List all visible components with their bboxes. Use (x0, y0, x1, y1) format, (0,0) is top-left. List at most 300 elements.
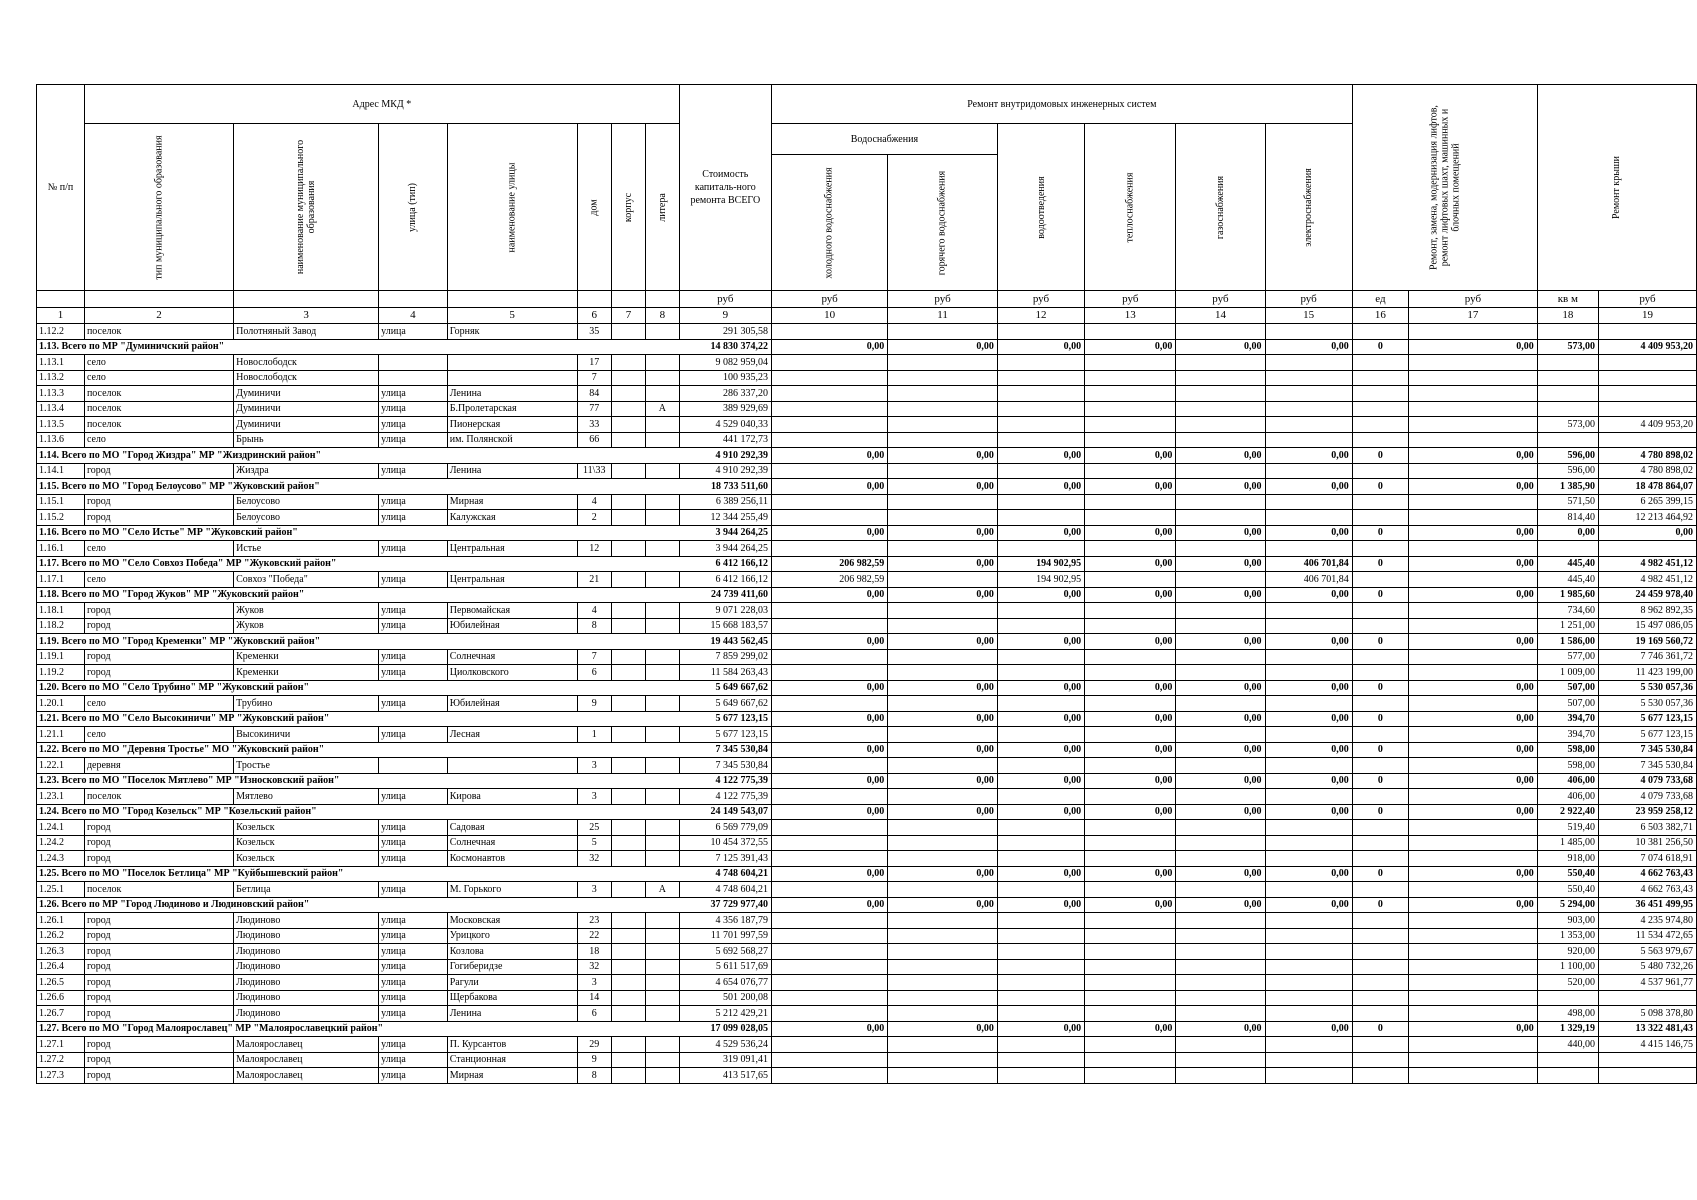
table-cell (611, 882, 645, 898)
column-number: 19 (1598, 308, 1696, 324)
table-cell: 1.26.7 (37, 1006, 85, 1022)
table-cell: Новослободск (234, 355, 379, 371)
table-cell: 1.17.1 (37, 572, 85, 588)
column-number: 16 (1352, 308, 1408, 324)
table-cell (1537, 1068, 1598, 1084)
table-cell (1176, 510, 1265, 526)
table-cell (611, 975, 645, 991)
table-cell (646, 1006, 680, 1022)
table-cell (1085, 649, 1176, 665)
table-cell (1085, 1068, 1176, 1084)
table-cell: 814,40 (1537, 510, 1598, 526)
subtotal-row (37, 448, 1697, 464)
table-cell (611, 1068, 645, 1084)
subtotal-value: 7 345 530,84 (679, 742, 771, 758)
subtotal-label: 1.14. Всего по МО "Город Жиздра" МР "Жиздринский район" (37, 448, 680, 464)
table-cell (1176, 432, 1265, 448)
table-cell: 573,00 (1537, 417, 1598, 433)
subtotal-value: 0,00 (1176, 866, 1265, 882)
subtotal-value: 0,00 (771, 897, 887, 913)
table-cell: Совхоз "Победа" (234, 572, 379, 588)
table-cell (1409, 463, 1538, 479)
subtotal-value: 0,00 (1409, 339, 1538, 355)
table-cell (1176, 494, 1265, 510)
subtotal-value: 5 294,00 (1537, 897, 1598, 913)
subtotal-value: 550,40 (1537, 866, 1598, 882)
subtotal-label: 1.13. Всего по МР "Думиничский район" (37, 339, 680, 355)
table-cell (611, 432, 645, 448)
table-cell: 1.23.1 (37, 789, 85, 805)
table-cell (1176, 959, 1265, 975)
table-row (37, 417, 1697, 433)
table-cell: Малоярославец (234, 1037, 379, 1053)
table-cell: 4 (577, 603, 611, 619)
table-cell: 7 746 361,72 (1598, 649, 1696, 665)
table-row (37, 928, 1697, 944)
table-cell: село (84, 541, 233, 557)
table-cell (611, 603, 645, 619)
table-cell: 22 (577, 928, 611, 944)
unit-cell: ед (1352, 291, 1408, 308)
table-cell: 498,00 (1537, 1006, 1598, 1022)
table-cell (1352, 1037, 1408, 1053)
subtotal-value: 0,00 (997, 634, 1084, 650)
table-cell: 6 (577, 665, 611, 681)
subtotal-value: 13 322 481,43 (1598, 1021, 1696, 1037)
table-row (37, 959, 1697, 975)
table-cell: Центральная (447, 541, 577, 557)
table-cell: город (84, 990, 233, 1006)
subtotal-value: 0,00 (1176, 680, 1265, 696)
table-cell: 5 480 732,26 (1598, 959, 1696, 975)
table-cell: улица (379, 417, 448, 433)
table-cell: Козельск (234, 851, 379, 867)
header-address: Адрес МКД * (84, 85, 679, 124)
subtotal-value: 18 733 511,60 (679, 479, 771, 495)
table-cell (1176, 401, 1265, 417)
table-cell: 5 677 123,15 (1598, 727, 1696, 743)
table-cell: 11 701 997,59 (679, 928, 771, 944)
table-cell (1265, 1068, 1352, 1084)
table-cell: город (84, 463, 233, 479)
table-cell (771, 1037, 887, 1053)
table-cell (379, 758, 448, 774)
table-cell: 8 (577, 1068, 611, 1084)
subtotal-value: 0,00 (1085, 1021, 1176, 1037)
capital-repair-table (36, 84, 1697, 1084)
table-cell (611, 727, 645, 743)
table-cell: 519,40 (1537, 820, 1598, 836)
table-cell (1085, 386, 1176, 402)
table-cell (1265, 603, 1352, 619)
table-row (37, 618, 1697, 634)
table-cell: поселок (84, 386, 233, 402)
table-cell (1409, 758, 1538, 774)
subtotal-value: 0 (1352, 587, 1408, 603)
subtotal-value: 23 959 258,12 (1598, 804, 1696, 820)
table-cell: 194 902,95 (997, 572, 1084, 588)
table-cell: 441 172,73 (679, 432, 771, 448)
table-row (37, 727, 1697, 743)
table-cell: 6 569 779,09 (679, 820, 771, 836)
header-name-mo: наименование муниципального образования (234, 124, 379, 291)
table-cell (888, 510, 998, 526)
table-cell (611, 355, 645, 371)
table-cell: село (84, 370, 233, 386)
table-cell (646, 928, 680, 944)
table-cell: 32 (577, 851, 611, 867)
column-number: 10 (771, 308, 887, 324)
table-cell (1085, 944, 1176, 960)
table-cell (771, 494, 887, 510)
header-sewer: водоотведения (997, 124, 1084, 291)
table-cell (1598, 324, 1696, 340)
table-cell: Рагули (447, 975, 577, 991)
table-cell (888, 913, 998, 929)
table-cell (1265, 1052, 1352, 1068)
table-cell: Ленина (447, 1006, 577, 1022)
subtotal-label: 1.17. Всего по МО "Село Совхоз Победа" МР "Жуковский район" (37, 556, 680, 572)
table-cell: село (84, 572, 233, 588)
subtotal-value: 0,00 (771, 773, 887, 789)
table-cell (1409, 928, 1538, 944)
table-cell: 1.27.3 (37, 1068, 85, 1084)
subtotal-value: 0,00 (997, 1021, 1084, 1037)
table-row (37, 944, 1697, 960)
table-cell: 6 389 256,11 (679, 494, 771, 510)
subtotal-value: 0,00 (1176, 448, 1265, 464)
header-street-type: улица (тип) (379, 124, 448, 291)
table-cell: 1 009,00 (1537, 665, 1598, 681)
table-cell (1352, 541, 1408, 557)
table-cell: поселок (84, 882, 233, 898)
table-cell: Центральная (447, 572, 577, 588)
table-cell: Жуков (234, 618, 379, 634)
subtotal-label: 1.25. Всего по МО "Поселок Бетлица" МР "Куйбышевский район" (37, 866, 680, 882)
table-cell: 4 079 733,68 (1598, 789, 1696, 805)
subtotal-value: 0,00 (1176, 804, 1265, 820)
table-cell (1598, 990, 1696, 1006)
table-cell (1265, 649, 1352, 665)
table-cell: 4 982 451,12 (1598, 572, 1696, 588)
subtotal-value: 0,00 (771, 525, 887, 541)
table-cell: 4 (577, 494, 611, 510)
table-cell (1176, 835, 1265, 851)
subtotal-value: 0,00 (1265, 804, 1352, 820)
table-cell (1598, 1052, 1696, 1068)
table-cell: Щербакова (447, 990, 577, 1006)
table-cell: 1.24.1 (37, 820, 85, 836)
table-cell: 15 668 183,57 (679, 618, 771, 634)
table-cell: 12 344 255,49 (679, 510, 771, 526)
column-number: 18 (1537, 308, 1598, 324)
table-cell: Солнечная (447, 649, 577, 665)
column-number: 7 (611, 308, 645, 324)
subtotal-value: 6 412 166,12 (679, 556, 771, 572)
table-cell (771, 1052, 887, 1068)
table-cell: 389 929,69 (679, 401, 771, 417)
header-gas: газоснабжения (1176, 124, 1265, 291)
subtotal-value: 0,00 (1265, 897, 1352, 913)
table-cell: 520,00 (1537, 975, 1598, 991)
subtotal-value: 573,00 (1537, 339, 1598, 355)
table-cell: 6 503 382,71 (1598, 820, 1696, 836)
subtotal-value: 0,00 (771, 742, 887, 758)
table-cell (771, 835, 887, 851)
table-cell (1352, 913, 1408, 929)
table-cell (1409, 727, 1538, 743)
table-cell (646, 975, 680, 991)
table-cell: Новослободск (234, 370, 379, 386)
table-cell: улица (379, 401, 448, 417)
subtotal-value: 0,00 (1176, 525, 1265, 541)
table-cell (1409, 944, 1538, 960)
table-cell: 3 944 264,25 (679, 541, 771, 557)
table-cell (1352, 463, 1408, 479)
table-cell: улица (379, 432, 448, 448)
table-cell: Урицкого (447, 928, 577, 944)
subtotal-value: 0,00 (888, 1021, 998, 1037)
subtotal-value: 0,00 (1409, 448, 1538, 464)
table-cell: Людиново (234, 990, 379, 1006)
table-cell: 550,40 (1537, 882, 1598, 898)
subtotal-value: 0,00 (888, 742, 998, 758)
table-cell: Козлова (447, 944, 577, 960)
subtotal-value: 0,00 (1085, 448, 1176, 464)
table-cell (997, 1068, 1084, 1084)
header-cold: холодного водоснабжения (771, 155, 887, 291)
subtotal-value: 194 902,95 (997, 556, 1084, 572)
table-cell: Мирная (447, 1068, 577, 1084)
table-cell (379, 370, 448, 386)
subtotal-label: 1.18. Всего по МО "Город Жуков" МР "Жуковский район" (37, 587, 680, 603)
table-cell (1265, 789, 1352, 805)
table-cell (1085, 789, 1176, 805)
table-cell (997, 944, 1084, 960)
table-cell (1409, 370, 1538, 386)
table-cell (997, 727, 1084, 743)
table-cell: 1.15.1 (37, 494, 85, 510)
subtotal-value: 3 944 264,25 (679, 525, 771, 541)
table-cell: 4 415 146,75 (1598, 1037, 1696, 1053)
table-cell: Циолковского (447, 665, 577, 681)
table-cell (611, 851, 645, 867)
table-cell: город (84, 820, 233, 836)
table-cell (1409, 603, 1538, 619)
table-cell (1598, 386, 1696, 402)
subtotal-value: 5 530 057,36 (1598, 680, 1696, 696)
subtotal-row (37, 680, 1697, 696)
table-row (37, 463, 1697, 479)
subtotal-value: 0,00 (997, 711, 1084, 727)
table-row (37, 1052, 1697, 1068)
table-row (37, 432, 1697, 448)
table-cell (1352, 851, 1408, 867)
table-cell (1085, 882, 1176, 898)
subtotal-row (37, 804, 1697, 820)
table-cell: улица (379, 572, 448, 588)
table-cell (771, 789, 887, 805)
unit-cell: руб (1409, 291, 1538, 308)
subtotal-value: 0,00 (888, 711, 998, 727)
subtotal-value: 0,00 (1409, 556, 1538, 572)
subtotal-value: 0,00 (1409, 634, 1538, 650)
table-cell (1176, 727, 1265, 743)
table-cell: Мирная (447, 494, 577, 510)
table-cell (646, 913, 680, 929)
table-cell (1176, 820, 1265, 836)
table-cell: 286 337,20 (679, 386, 771, 402)
subtotal-value: 0,00 (771, 866, 887, 882)
table-cell: Людиново (234, 913, 379, 929)
table-cell: 1.13.4 (37, 401, 85, 417)
table-cell (888, 463, 998, 479)
table-cell (1598, 355, 1696, 371)
table-cell (1352, 758, 1408, 774)
table-cell: 8 962 892,35 (1598, 603, 1696, 619)
table-cell (888, 386, 998, 402)
table-cell (1085, 463, 1176, 479)
table-cell: 394,70 (1537, 727, 1598, 743)
subtotal-value: 4 748 604,21 (679, 866, 771, 882)
subtotal-value: 0,00 (888, 479, 998, 495)
table-cell (611, 990, 645, 1006)
table-cell (1265, 758, 1352, 774)
column-number-row (37, 308, 1697, 324)
subtotal-label: 1.24. Всего по МО "Город Козельск" МР "Козельский район" (37, 804, 680, 820)
table-cell (997, 665, 1084, 681)
unit-cell: руб (1176, 291, 1265, 308)
subtotal-value: 0,00 (1409, 742, 1538, 758)
table-cell (646, 696, 680, 712)
column-number: 12 (997, 308, 1084, 324)
subtotal-row (37, 1021, 1697, 1037)
table-cell (1265, 386, 1352, 402)
subtotal-value: 0,00 (1176, 479, 1265, 495)
subtotal-row (37, 479, 1697, 495)
subtotal-value: 0,00 (888, 556, 998, 572)
table-cell: 596,00 (1537, 463, 1598, 479)
subtotal-value: 0,00 (1085, 804, 1176, 820)
table-cell: 11 584 263,43 (679, 665, 771, 681)
table-cell: Космонавтов (447, 851, 577, 867)
table-cell: улица (379, 851, 448, 867)
table-cell (1352, 696, 1408, 712)
table-row (37, 835, 1697, 851)
table-cell: 11 423 199,00 (1598, 665, 1696, 681)
table-cell (997, 1052, 1084, 1068)
subtotal-value: 0 (1352, 773, 1408, 789)
table-cell (1537, 1052, 1598, 1068)
table-cell (1265, 944, 1352, 960)
table-cell (771, 696, 887, 712)
table-cell: Козельск (234, 835, 379, 851)
table-cell: улица (379, 510, 448, 526)
subtotal-value: 0,00 (1537, 525, 1598, 541)
table-cell (1176, 324, 1265, 340)
table-cell: улица (379, 603, 448, 619)
subtotal-label: 1.27. Всего по МО "Город Малоярославец" МР "Малоярославецкий район" (37, 1021, 680, 1037)
table-cell: улица (379, 944, 448, 960)
table-cell (611, 835, 645, 851)
table-cell: 1.26.6 (37, 990, 85, 1006)
table-cell (1085, 541, 1176, 557)
table-cell (1085, 432, 1176, 448)
subtotal-value: 0,00 (771, 634, 887, 650)
subtotal-value: 24 459 978,40 (1598, 587, 1696, 603)
table-cell (1537, 355, 1598, 371)
table-cell (1409, 665, 1538, 681)
table-cell (771, 913, 887, 929)
table-cell: 5 098 378,80 (1598, 1006, 1696, 1022)
unit-cell: руб (1265, 291, 1352, 308)
table-cell: 1.27.1 (37, 1037, 85, 1053)
subtotal-value: 1 385,90 (1537, 479, 1598, 495)
table-row (37, 324, 1697, 340)
subtotal-value: 0 (1352, 339, 1408, 355)
table-cell: 1.13.1 (37, 355, 85, 371)
table-cell: Высокиничи (234, 727, 379, 743)
table-cell (1085, 324, 1176, 340)
table-cell (1409, 959, 1538, 975)
table-cell (646, 603, 680, 619)
table-cell: 7 345 530,84 (1598, 758, 1696, 774)
subtotal-value: 0,00 (1265, 773, 1352, 789)
table-cell: улица (379, 928, 448, 944)
table-cell (611, 944, 645, 960)
header-hot: горячего водоснабжения (888, 155, 998, 291)
table-cell (611, 494, 645, 510)
table-cell (1176, 386, 1265, 402)
table-cell: 5 563 979,67 (1598, 944, 1696, 960)
table-cell (611, 696, 645, 712)
subtotal-value: 0,00 (1085, 556, 1176, 572)
table-cell (1265, 913, 1352, 929)
table-cell: 35 (577, 324, 611, 340)
table-cell (1352, 1068, 1408, 1084)
table-cell: 6 265 399,15 (1598, 494, 1696, 510)
subtotal-value: 0,00 (1409, 897, 1538, 913)
table-row (37, 494, 1697, 510)
table-cell: 21 (577, 572, 611, 588)
table-cell: 1 485,00 (1537, 835, 1598, 851)
table-cell: 1.18.2 (37, 618, 85, 634)
table-cell (611, 541, 645, 557)
table-cell (771, 959, 887, 975)
table-cell (1176, 1006, 1265, 1022)
subtotal-label: 1.15. Всего по МО "Город Белоусово" МР "Жуковский район" (37, 479, 680, 495)
table-cell: 1 100,00 (1537, 959, 1598, 975)
subtotal-value: 0,00 (1085, 339, 1176, 355)
subtotal-value: 0,00 (771, 479, 887, 495)
table-cell (646, 851, 680, 867)
subtotal-value: 0,00 (1265, 742, 1352, 758)
header-korpus: корпус (611, 124, 645, 291)
table-cell (1176, 1052, 1265, 1068)
table-cell (771, 355, 887, 371)
table-cell (771, 851, 887, 867)
subtotal-value: 0,00 (888, 866, 998, 882)
subtotal-row (37, 339, 1697, 355)
table-row (37, 882, 1697, 898)
subtotal-value: 18 478 864,07 (1598, 479, 1696, 495)
table-cell (997, 959, 1084, 975)
table-cell (1176, 789, 1265, 805)
subtotal-label: 1.19. Всего по МО "Город Кременки" МР "Жуковский район" (37, 634, 680, 650)
table-cell: 12 213 464,92 (1598, 510, 1696, 526)
table-cell: Белоусово (234, 510, 379, 526)
table-cell: 11\33 (577, 463, 611, 479)
